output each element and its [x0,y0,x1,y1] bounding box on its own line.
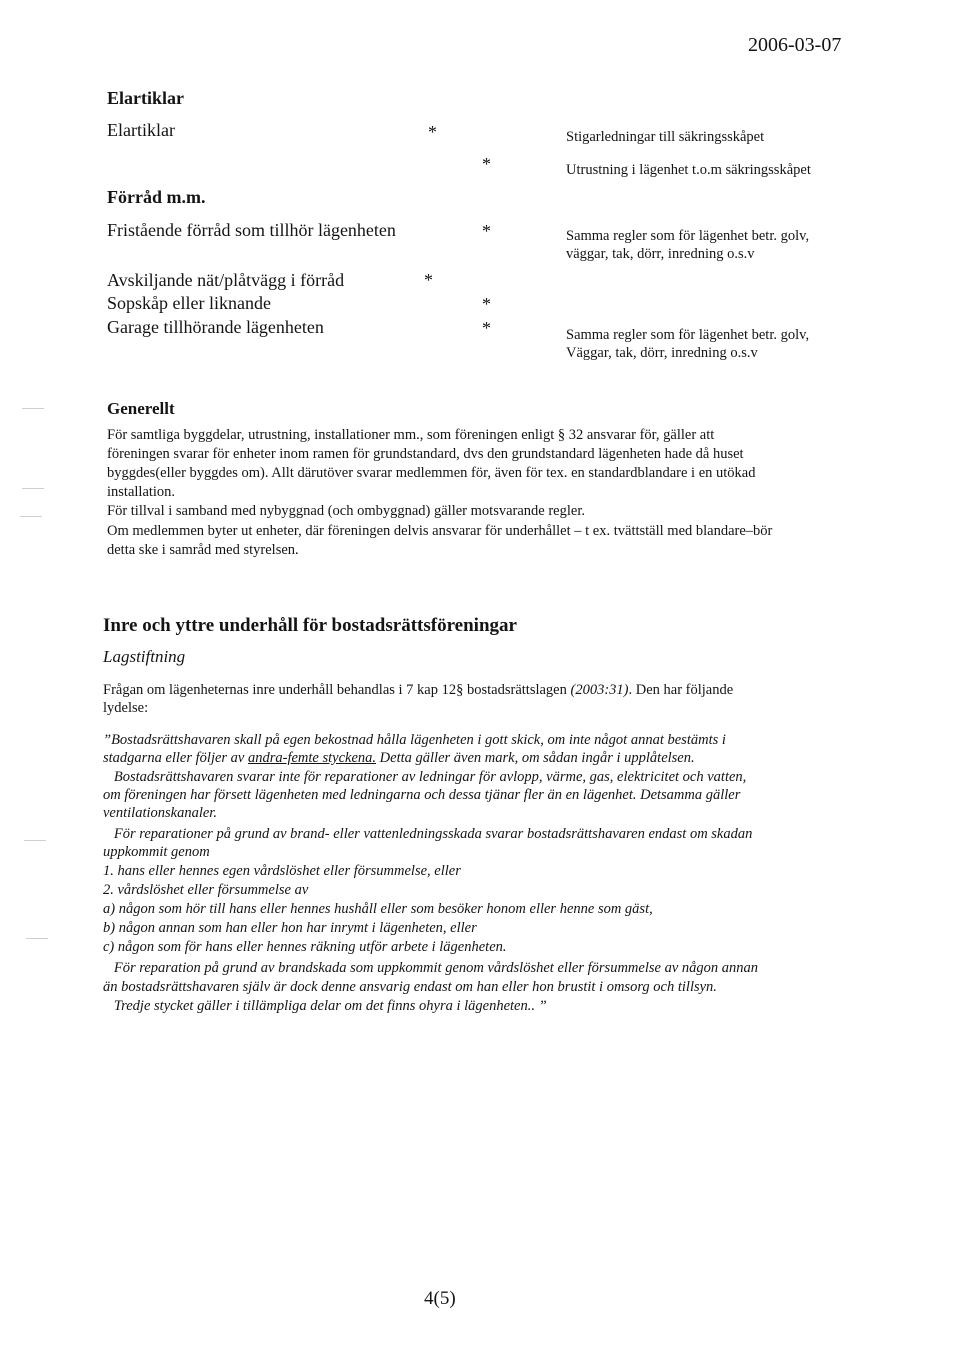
quote-line: än bostadsrättshavaren själv är dock denne ansvarig endast om han eller hon brustit i omsorg och tillsyn. [103,979,717,995]
quote-line: Bostadsrättshavaren svarar inte för reparationer av ledningar för avlopp, värme, gas, elektricitet och vatten, [103,769,747,785]
responsibility-star: * [482,318,491,338]
generellt-line: byggdes(eller byggdes om). Allt därutöver svarar medlemmen för, även för tex. en standardblandare i en utökad [107,465,756,481]
responsibility-star: * [482,154,491,174]
stycke-reference: andra-femte styckena. [248,750,377,766]
item-note: väggar, tak, dörr, inredning o.s.v [566,246,755,262]
scan-mark [22,488,44,489]
item-label-forrad: Avskiljande nät/plåtvägg i förråd [107,270,345,290]
quote-line: För reparation på grund av brandskada som uppkommit genom vårdslöshet eller försummelse av någon annan [103,960,758,976]
generellt-line: detta ske i samråd med styrelsen. [107,542,299,558]
section-heading-elartiklar: Elartiklar [107,88,184,108]
item-label-forrad: Garage tillhörande lägenheten [107,317,324,337]
item-note: Väggar, tak, dörr, inredning o.s.v [566,345,758,361]
item-label-forrad: Fristående förråd som tillhör lägenheten [107,220,396,240]
responsibility-star: * [428,122,437,142]
item-note: Samma regler som för lägenhet betr. golv, [566,228,810,244]
subheading-lagstiftning: Lagstiftning [103,647,186,666]
quote-line: Tredje stycket gäller i tillämpliga delar om det finns ohyra i lägenheten.. ” [103,998,547,1014]
section-heading-generellt: Generellt [107,399,175,418]
scan-mark [20,516,42,517]
generellt-line: föreningen svarar för enheter inom ramen för grundstandard, dvs den grundstandard lägenheten hade då huset [107,446,744,462]
responsibility-star: * [482,221,491,241]
item-note: Stigarledningar till säkringsskåpet [566,129,765,145]
quote-line: 1. hans eller hennes egen vårdslöshet eller försummelse, eller [103,863,461,879]
quote-line: För reparationer på grund av brand- eller vattenledningsskada svarar bostadsrättshavaren endast om skadan [103,826,753,842]
generellt-line: installation. [107,484,176,500]
intro-line: lydelse: [103,700,149,716]
scan-mark [26,938,48,939]
item-note: Samma regler som för lägenhet betr. golv, [566,327,810,343]
quote-line: c) någon som för hans eller hennes räkning utför arbete i lägenheten. [103,939,507,955]
generellt-line: För tillval i samband med nybyggnad (och ombyggnad) gäller motsvarande regler. [107,503,585,519]
quote-line: ventilationskanaler. [103,805,217,821]
quote-line: b) någon annan som han eller hon har inrymt i lägenheten, eller [103,920,477,936]
quote-line: 2. vårdslöshet eller försummelse av [103,882,309,898]
responsibility-star: * [424,270,433,290]
quote-line: om föreningen har försett lägenheten med ledningarna och dessa tjänar fler än en lägenhet. Detsamma gäller [103,787,741,803]
item-note: Utrustning i lägenhet t.o.m säkringsskåpet [566,162,811,178]
page-number: 4(5) [424,1288,456,1309]
scan-mark [22,408,44,409]
responsibility-star: * [482,294,491,314]
quote-line: stadgarna eller följer av andra-femte styckena. Detta gäller även mark, om sådan ingår i upplåtelsen. [103,750,695,766]
section-heading-forrad: Förråd m.m. [107,187,206,207]
law-reference: (2003:31) [570,682,629,698]
quote-line: a) någon som hör till hans eller hennes hushåll eller som besöker honom eller henne som gäst, [103,901,653,917]
generellt-line: För samtliga byggdelar, utrustning, installationer mm., som föreningen enligt § 32 ansvarar för, gäller att [107,427,715,443]
document-date: 2006-03-07 [748,34,842,56]
item-label-elartiklar: Elartiklar [107,120,175,140]
item-label-forrad: Sopskåp eller liknande [107,293,271,313]
quote-line: uppkommit genom [103,844,210,860]
intro-line: Frågan om lägenheternas inre underhåll behandlas i 7 kap 12§ bostadsrättslagen (2003:31). Den har följande [103,682,734,698]
generellt-line: Om medlemmen byter ut enheter, där föreningen delvis ansvarar för underhållet – t ex. tvättställ med blandare–bör [107,523,773,539]
section-heading-underhall: Inre och yttre underhåll för bostadsrättsföreningar [103,615,517,636]
quote-line: ”Bostadsrättshavaren skall på egen bekostnad hålla lägenheten i gott skick, om inte något annat bestämts i [103,732,726,748]
scan-mark [24,840,46,841]
